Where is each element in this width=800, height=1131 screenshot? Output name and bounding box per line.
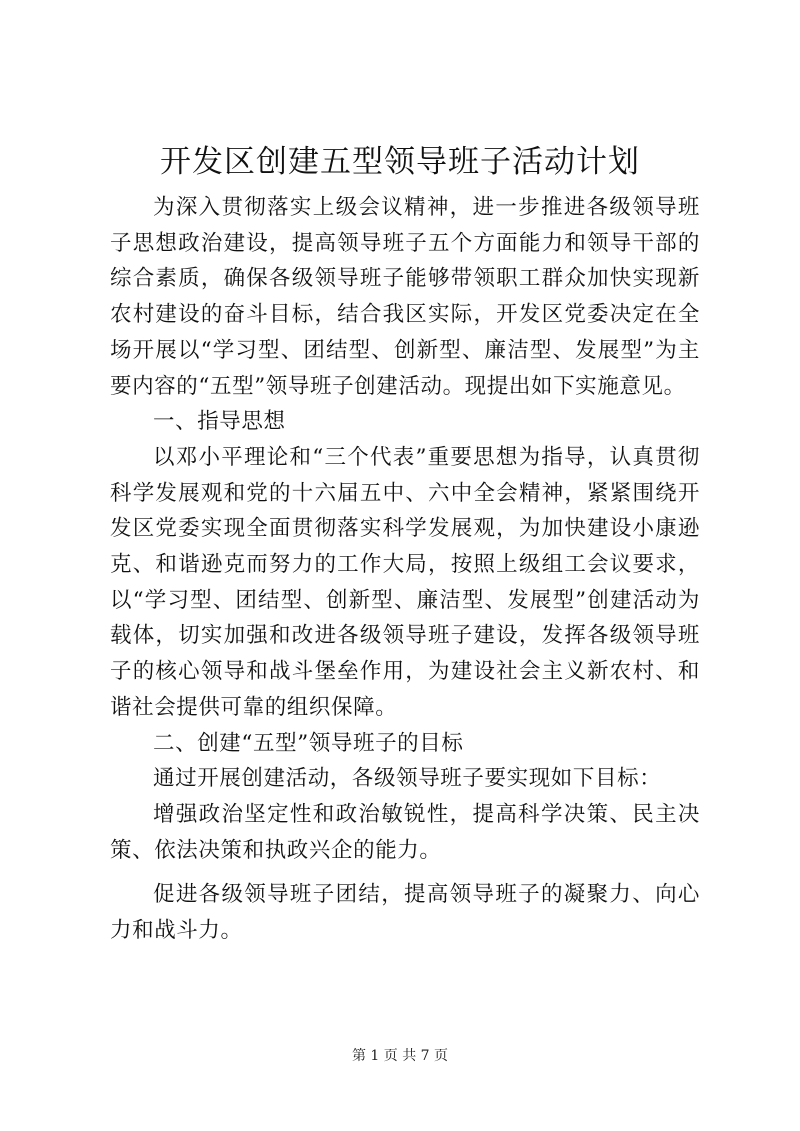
document-title: 开发区创建五型领导班子活动计划 <box>160 144 640 180</box>
paragraph-goal-2: 促进各级领导班子团结，提高领导班子的凝聚力、向心力和战斗力。 <box>110 882 700 944</box>
section-heading-goals: 二、创建“五型”领导班子的目标 <box>153 730 464 756</box>
section-heading-guiding-thought: 一、指导思想 <box>153 409 286 435</box>
paragraph-goal-1: 增强政治坚定性和政治敏锐性，提高科学决策、民主决策、依法决策和执政兴企的能力。 <box>110 801 700 863</box>
paragraph-goals-intro: 通过开展创建活动，各级领导班子要实现如下目标： <box>153 766 662 792</box>
paragraph-guiding-thought: 以邓小平理论和“三个代表”重要思想为指导，认真贯彻科学发展观和党的十六届五中、六中全会精神，紧紧围绕开发区党委实现全面贯彻落实科学发展观，为加快建设小康逊克、和谐逊克而努力的工作大局，按照上级组工会议要求，以“学习型、团结型、创新型、廉洁型、发展型”创建活动为载体，切实加强和改进各级领导班子建设，发挥各级领导班子的核心领导和战斗堡垒作用，为建设社会主义新农村、和谐社会提供可靠的组织保障。 <box>110 444 700 720</box>
document-body <box>110 190 700 949</box>
paragraph-intro: 为深入贯彻落实上级会议精神，进一步推进各级领导班子思想政治建设，提高领导班子五个方面能力和领导干部的综合素质，确保各级领导班子能够带领职工群众加快实现新农村建设的奋斗目标，结合我区实际，开发区党委决定在全场开展以“学习型、团结型、创新型、廉洁型、发展型”为主要内容的“五型”领导班子创建活动。现提出如下实施意见。 <box>110 195 700 399</box>
page-footer: 第 1 页 共 7 页 <box>351 1048 449 1064</box>
